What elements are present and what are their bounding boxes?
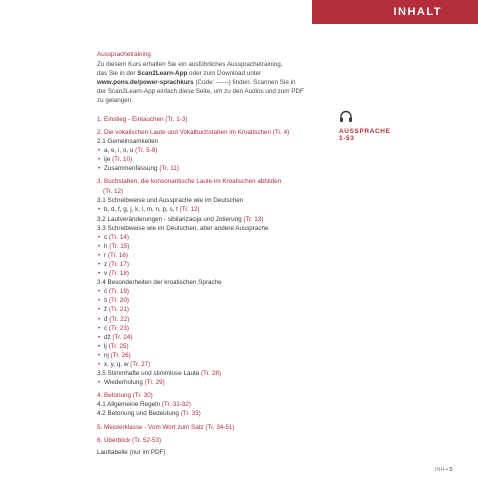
toc-entry-3-2[interactable]: 3.2 Lautveränderungen - sibilarizacija und Jotierung (Tr. 13) bbox=[97, 215, 264, 223]
app-name: Scan2Learn-App bbox=[137, 70, 188, 78]
toc-item[interactable]: • š (Tr. 20) bbox=[97, 296, 327, 305]
toc-entry-5[interactable]: 5. Meisterklasse - Vom Wort zum Satz (Tr. 34-51) bbox=[97, 423, 235, 431]
toc-item[interactable]: • ž (Tr. 21) bbox=[97, 305, 327, 314]
download-url[interactable]: www.pons.de/power-sprachkurs bbox=[97, 79, 194, 87]
toc-item[interactable]: • Zusammenfassung (Tr. 11) bbox=[97, 164, 327, 173]
toc-item[interactable]: • v (Tr. 18) bbox=[97, 269, 327, 278]
toc-item[interactable]: • b, d, f, g, j, k, l, m, n, p, s, t (Tr. 12) bbox=[97, 205, 327, 214]
toc-item[interactable]: • z (Tr. 17) bbox=[97, 260, 327, 269]
toc-item[interactable]: • nj (Tr. 26) bbox=[97, 351, 327, 360]
toc-entry-3-1[interactable]: 3.1 Schreibweise und Aussprache wie im Deutschen bbox=[97, 197, 244, 205]
toc-entry-3-5[interactable]: 3.5 Stimmhafte und stimmlose Laute (Tr. 28) bbox=[97, 370, 222, 378]
intro-line: der Scan2Learn-App einfach diese Seite, um zu den Audios und zum PDF bbox=[97, 88, 304, 96]
toc-entry-lauttabelle[interactable]: Lauttabelle (nur im PDF) bbox=[97, 448, 166, 456]
audio-badge[interactable] bbox=[339, 110, 399, 142]
table-of-contents bbox=[97, 50, 327, 457]
toc-entry-1[interactable]: 1. Einstieg - Eintauchen (Tr. 1-3) bbox=[97, 115, 188, 123]
toc-entry-2-1[interactable]: 2.1 Gemeinsamkeiten bbox=[97, 137, 159, 145]
page-number: INH • 5 bbox=[435, 467, 453, 473]
toc-item[interactable]: • č (Tr. 19) bbox=[97, 287, 327, 296]
toc-entry-3[interactable]: 3. Buchstaben, die konsonantische Laute im Kroatischen abbilden bbox=[97, 178, 282, 186]
toc-item[interactable]: • lj (Tr. 25) bbox=[97, 342, 327, 351]
toc-item[interactable]: • ć (Tr. 23) bbox=[97, 324, 327, 333]
toc-item[interactable]: • h (Tr. 15) bbox=[97, 242, 327, 251]
intro-block bbox=[97, 50, 327, 106]
toc-item[interactable]: • ije (Tr. 10) bbox=[97, 155, 327, 164]
toc-entry-4[interactable]: 4. Betonung (Tr. 30) bbox=[97, 392, 153, 400]
toc-item[interactable]: • đ (Tr. 22) bbox=[97, 315, 327, 324]
header-title: INHALT bbox=[393, 6, 442, 18]
toc-item[interactable]: • dž (Tr. 24) bbox=[97, 333, 327, 342]
header-bar bbox=[312, 0, 478, 24]
intro-title: Aussprachetraining bbox=[97, 51, 151, 58]
toc-entry-6[interactable]: 6. Überblick (Tr. 52-53) bbox=[97, 436, 162, 444]
toc-entry-3-3[interactable]: 3.3 Schreibweise wie im Deutschen, aber andere Aussprache bbox=[97, 224, 269, 232]
toc-item[interactable]: • a, e, i, o, u (Tr. 5-9) bbox=[97, 146, 327, 155]
toc-entry-4-2[interactable]: 4.2 Betonung und Bedeutung (Tr. 33) bbox=[97, 410, 201, 418]
audio-label: AUSSPRACHE bbox=[339, 128, 391, 135]
audio-tracks: 1-53 bbox=[339, 135, 355, 142]
toc-entry-3-4[interactable]: 3.4 Besonderheiten der kroatischen Sprache bbox=[97, 279, 222, 287]
toc-item[interactable]: • Wiederholung (Tr. 29) bbox=[97, 378, 327, 387]
intro-line: das Sie in der Scan2Learn-App oder zum Download unter bbox=[97, 70, 262, 78]
toc-item[interactable]: • x, y, q, w (Tr. 27) bbox=[97, 360, 327, 369]
headphones-icon bbox=[339, 110, 353, 123]
toc-item[interactable]: • r (Tr. 16) bbox=[97, 251, 327, 260]
toc-entry-4-1[interactable]: 4.1 Allgemeine Regeln (Tr. 31-32) bbox=[97, 401, 191, 409]
intro-line: Zu diesem Kurs erhalten Sie ein ausführliches Aussprachetraining, bbox=[97, 61, 283, 69]
toc-entry-2[interactable]: 2. Die vokalischen Laute und Vokalbuchstaben im Kroatischen (Tr. 4) bbox=[97, 128, 290, 136]
toc-entry-3-cont[interactable]: (Tr. 12) bbox=[103, 188, 124, 196]
intro-line: zu gelangen. bbox=[97, 97, 134, 105]
toc-item[interactable]: • c (Tr. 14) bbox=[97, 233, 327, 242]
intro-line: www.pons.de/power-sprachkurs (Code: ------) finden. Scannen Sie in bbox=[97, 79, 296, 87]
